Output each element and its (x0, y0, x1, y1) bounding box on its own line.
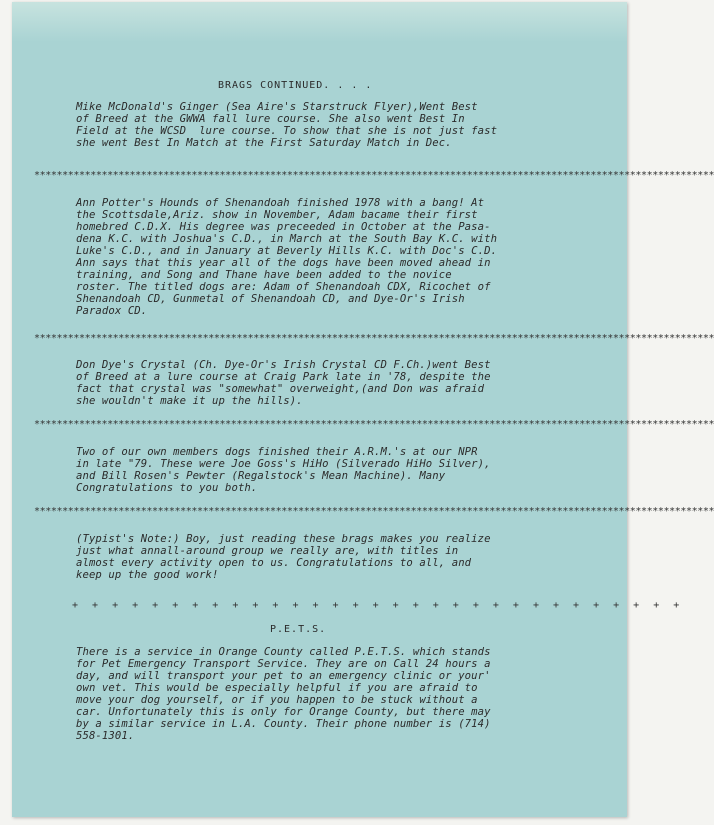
newsletter-page (12, 2, 714, 817)
plus-divider: + + + + + + + + + + + + + + + + + + + + + + + + + + + + + + + (72, 600, 684, 611)
star-divider: ************************************************************************************************************************* (34, 170, 714, 181)
brag-arm: Two of our own members dogs finished their A.R.M.'s at our NPR in late "79. These were Joe Goss's HiHo (Silverado HiHo Silver), and Bill Rosen's Pewter (Regalstock's Mean Machine). Many Congratulations to you both. (76, 446, 491, 494)
star-divider: ************************************************************************************************************************* (34, 333, 714, 344)
brag-ginger: Mike McDonald's Ginger (Sea Aire's Starstruck Flyer),Went Best of Breed at the GWWA fall lure course. She also went Best In Field at the WCSD lure course. To show that she is not just fast she went Best In Match at the First Saturday Match in Dec. (76, 101, 498, 149)
star-divider: ************************************************************************************************************************* (34, 506, 714, 517)
pets-paragraph: There is a service in Orange County called P.E.T.S. which stands for Pet Emergency Transport Service. They are on Call 24 hours a day, and will transport your pet to an emergency clinic or your' own vet. This would be especially helpful if you are afraid to move your dog yourself, or if you happen to be stuck without a car. Unfortunately this is only for Orange County, but there may by a similar service in L.A. County. Their phone number is (714) 558-1301. (76, 646, 491, 742)
brag-crystal: Don Dye's Crystal (Ch. Dye-Or's Irish Crystal CD F.Ch.)went Best of Breed at a lure course at Craig Park late in '78, despite the fact that crystal was "somewhat" overweight,(and Don was afraid she wouldn't make it up the hills). (76, 359, 491, 407)
typist-note: (Typist's Note:) Boy, just reading these brags makes you realize just what annall-around group we really are, with titles in almost every activity open to us. Congratulations to all, and keep up the good work! (76, 533, 491, 581)
star-divider: ************************************************************************************************************************* (34, 419, 714, 430)
pets-heading: P.E.T.S. (270, 624, 327, 635)
brag-shenandoah: Ann Potter's Hounds of Shenandoah finished 1978 with a bang! At the Scottsdale,Ariz. show in November, Adam bacame their first homebred C.D.X. His degree was preceeded in October at the Pasa- dena K.C. with Joshua's C.D., in March at the South Bay K.C. with Luke's C.D., and in January at Beverly Hills K.C. with Doc's C.D. Ann says that this year all of the dogs have been moved ahead in training, and Song and Thane have been added to the novice roster. The titled dogs are: Adam of Shenandoah CDX, Ricochet of Shenandoah CD, Gunmetal of Shenandoah CD, and Dye-Or's Irish Paradox CD. (76, 197, 498, 317)
page-title: BRAGS CONTINUED. . . . (218, 80, 373, 91)
